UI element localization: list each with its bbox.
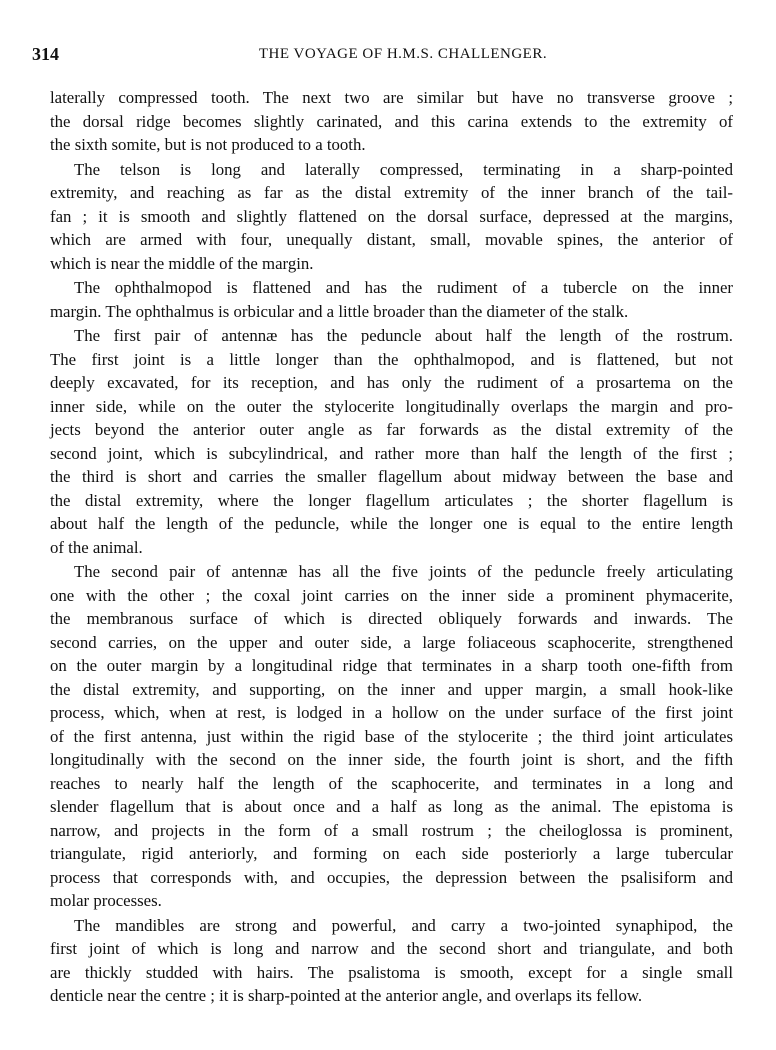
- text-line: on the outer margin by a longitudinal ridge that terminates in a sharp tooth one-fifth from: [50, 656, 733, 675]
- text-line: deeply excavated, for its reception, and has only the rudiment of a prosartema on the: [50, 373, 733, 392]
- text-line: denticle near the centre ; it is sharp-pointed at the anterior angle, and overlaps its fellow.: [50, 986, 643, 1005]
- text-line: jects beyond the anterior outer angle as far forwards as the distal extremity of the: [50, 420, 733, 439]
- text-line: The second pair of antennæ has all the five joints of the peduncle freely articulating: [74, 562, 733, 581]
- paragraph: [50, 86, 733, 157]
- text-line: the dorsal ridge becomes slightly carinated, and this carina extends to the extremity of: [50, 111, 733, 131]
- text-line: triangulate, rigid anteriorly, and forming on each side posteriorly a large tubercular: [50, 844, 733, 863]
- text-line: slender flagellum that is about once and a half as long as the animal. The epistoma is: [50, 797, 733, 816]
- text-line: reaches to nearly half the length of the scaphocerite, and terminates in a long and: [50, 773, 733, 793]
- text-line: The ophthalmopod is flattened and has the rudiment of a tubercle on the inner: [74, 278, 733, 297]
- text-line: the sixth somite, but is not produced to a tooth.: [50, 135, 366, 154]
- text-line: second carries, on the upper and outer side, a large foliaceous scaphocerite, strengthened: [50, 632, 733, 652]
- text-line: of the first antenna, just within the rigid base of the stylocerite ; the third joint articulates: [50, 726, 733, 746]
- text-line: are thickly studded with hairs. The psalistoma is smooth, except for a single small: [50, 962, 733, 982]
- text-line: The telson is long and laterally compressed, terminating in a sharp-pointed: [74, 159, 733, 179]
- text-line: extremity, and reaching as far as the distal extremity of the inner branch of the tail-: [50, 183, 733, 202]
- text-line: longitudinally with the second on the inner side, the fourth joint is short, and the fifth: [50, 750, 733, 769]
- text-line: second joint, which is subcylindrical, and rather more than half the length of the first ;: [50, 443, 733, 463]
- text-line: fan ; it is smooth and slightly flattened on the dorsal surface, depressed at the margins,: [50, 206, 733, 226]
- paragraph: [50, 914, 733, 1008]
- text-line: process, which, when at rest, is lodged in a hollow on the under surface of the first joint: [50, 703, 733, 722]
- text-line: The mandibles are strong and powerful, and carry a two-jointed synaphipod, the: [74, 915, 733, 935]
- text-line: the distal extremity, where the longer flagellum articulates ; the shorter flagellum is: [50, 490, 733, 510]
- text-line: inner side, while on the outer the stylocerite longitudinally overlaps the margin and pro-: [50, 396, 733, 416]
- text-line: narrow, and projects in the form of a small rostrum ; the cheiloglossa is prominent,: [50, 820, 733, 840]
- body-text: [50, 86, 733, 1008]
- text-line: which is near the middle of the margin.: [50, 253, 314, 273]
- paragraph: [50, 158, 733, 276]
- text-line: The first joint is a little longer than the ophthalmopod, and is flattened, but not: [50, 349, 733, 369]
- text-line: the third is short and carries the smaller flagellum about midway between the base and: [50, 467, 733, 486]
- paragraph: [50, 324, 733, 559]
- running-title: THE VOYAGE OF H.M.S. CHALLENGER.: [258, 46, 548, 62]
- paragraph: [50, 560, 733, 913]
- text-line: first joint of which is long and narrow and the second short and triangulate, and both: [50, 939, 733, 958]
- page-number: 314: [32, 44, 59, 64]
- text-line: laterally compressed tooth. The next two are similar but have no transverse groove ;: [50, 88, 733, 107]
- text-line: molar processes.: [50, 891, 162, 910]
- paragraph: [50, 276, 733, 323]
- text-line: one with the other ; the coxal joint carries on the inner side a prominent phymacerite,: [50, 585, 733, 605]
- text-line: process that corresponds with, and occupies, the depression between the psalisiform and: [50, 867, 733, 887]
- text-line: the membranous surface of which is directed obliquely forwards and inwards. The: [50, 609, 733, 628]
- text-line: the distal extremity, and supporting, on the inner and upper margin, a small hook-like: [50, 679, 733, 699]
- text-line: The first pair of antennæ has the peduncle about half the length of the rostrum.: [74, 326, 733, 345]
- text-line: margin. The ophthalmus is orbicular and a little broader than the diameter of the stalk.: [50, 301, 629, 321]
- text-line: which are armed with four, unequally distant, small, movable spines, the anterior of: [50, 230, 733, 249]
- text-line: of the animal.: [50, 537, 143, 557]
- text-line: about half the length of the peduncle, while the longer one is equal to the entire length: [50, 514, 733, 533]
